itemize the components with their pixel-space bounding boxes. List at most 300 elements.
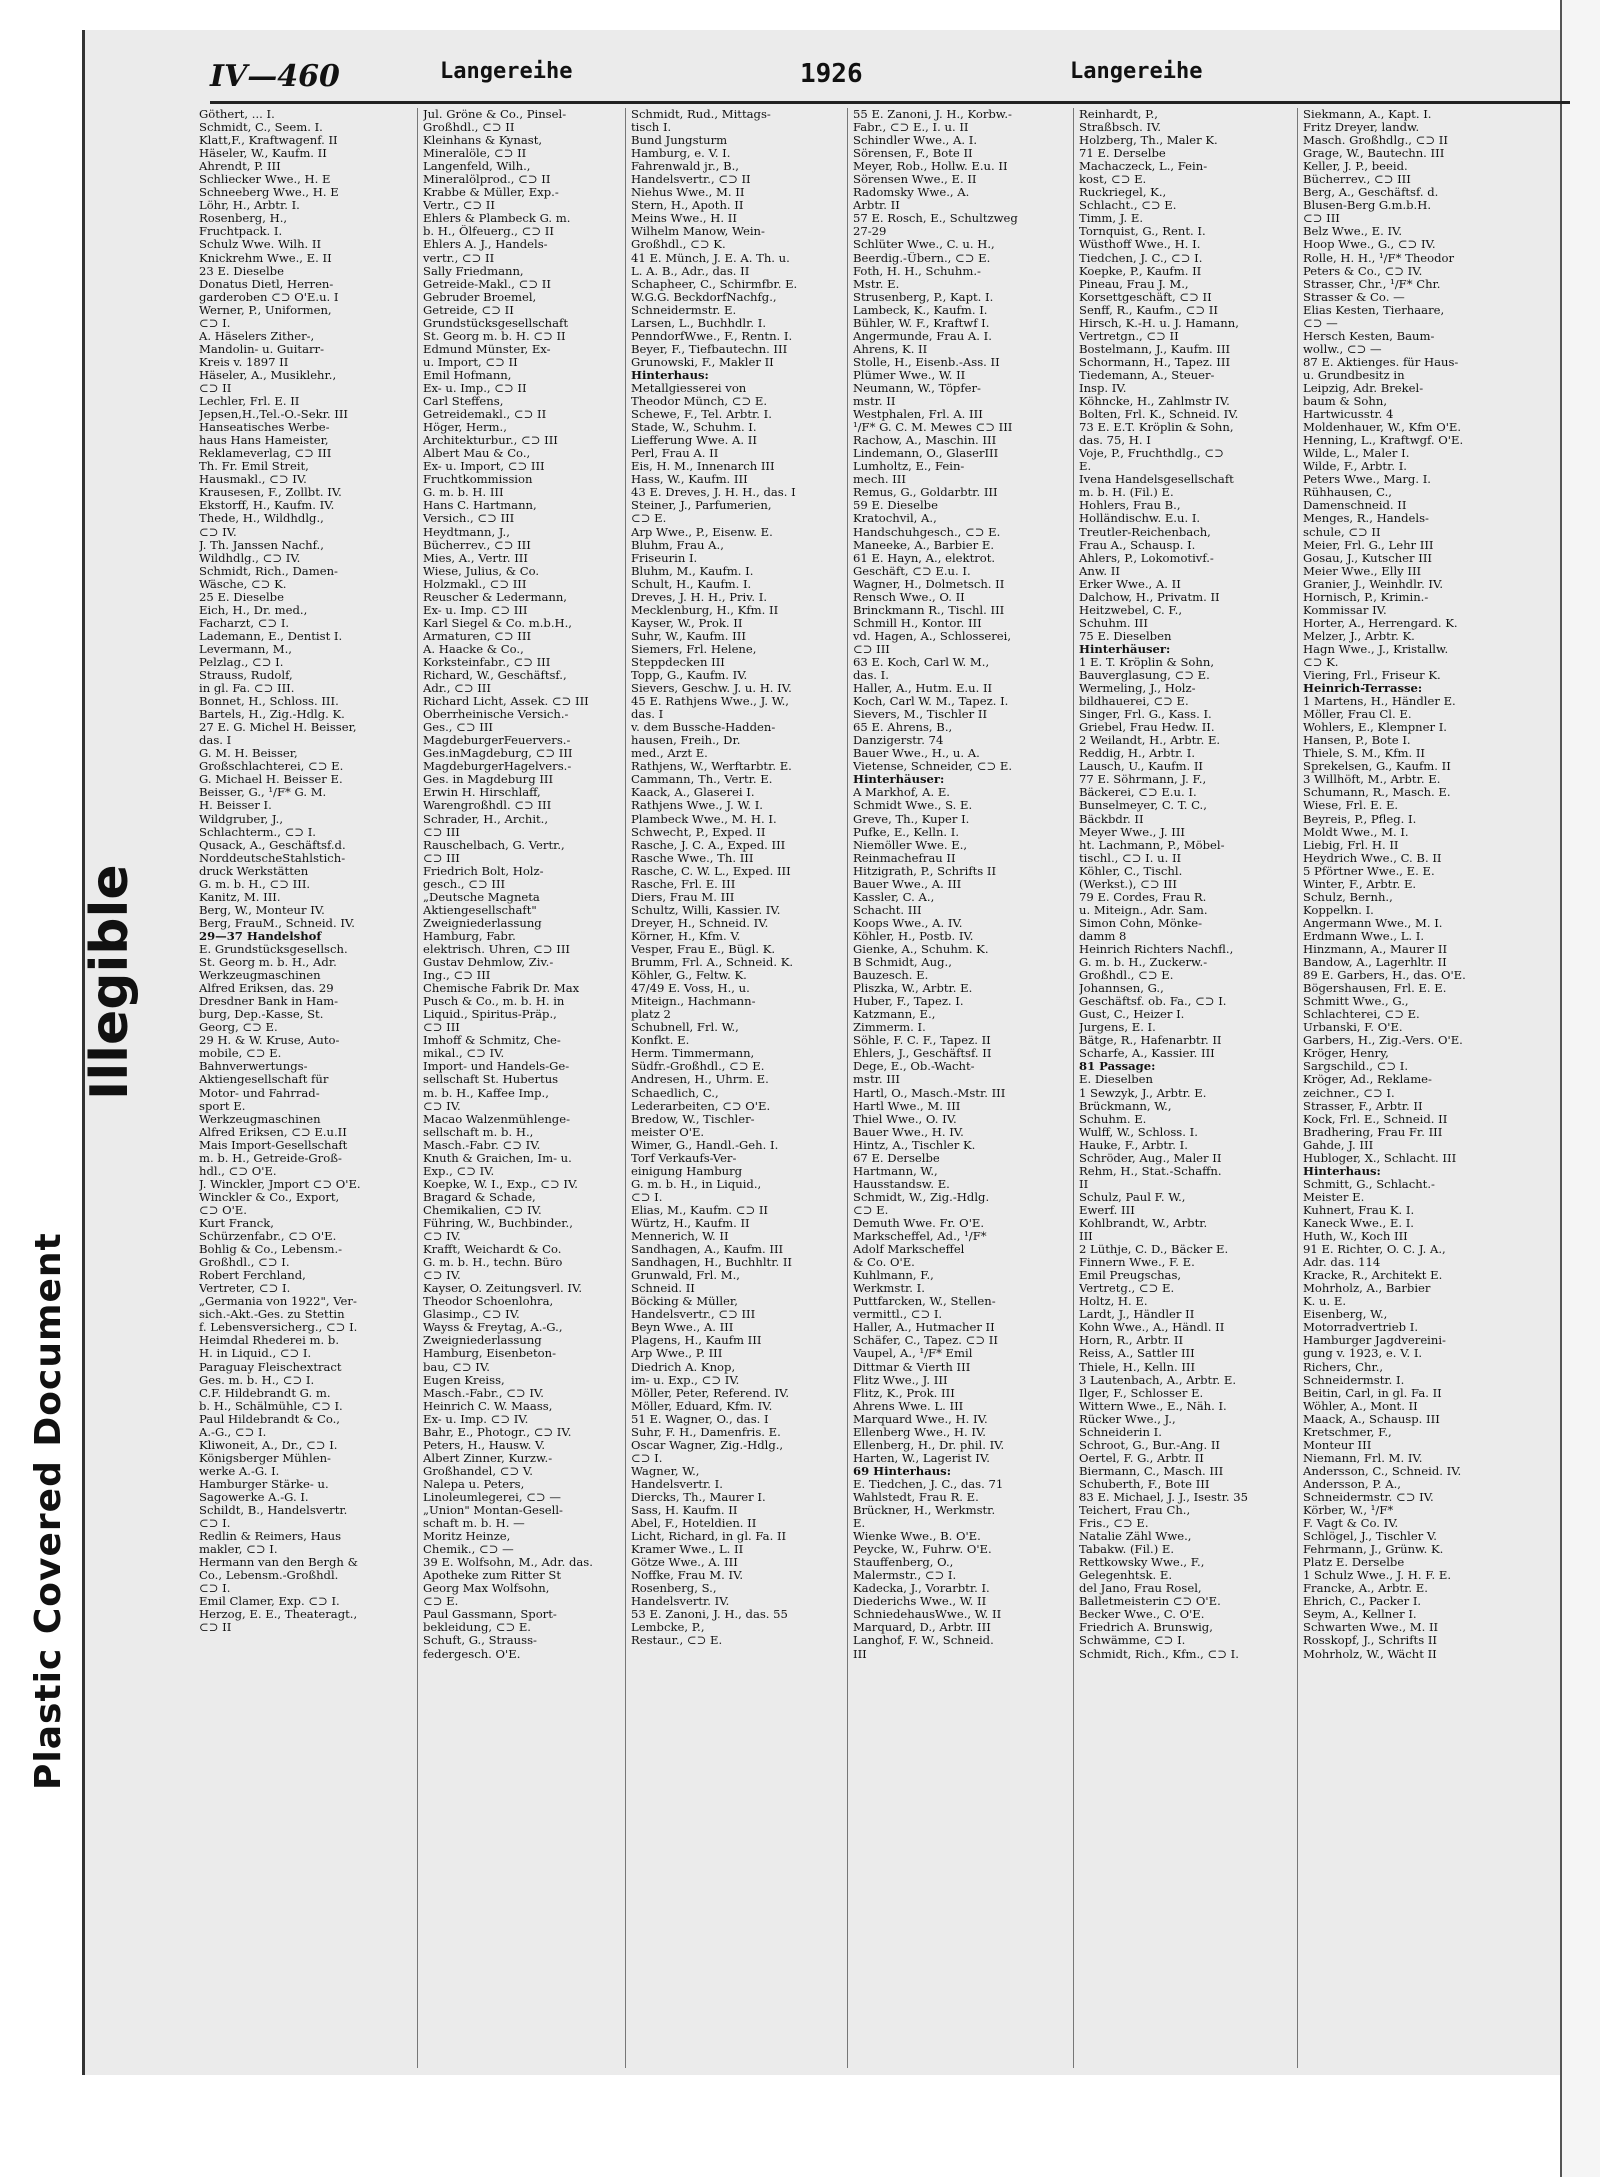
directory-entry: Ehlers, J., Geschäftsf. II bbox=[853, 1047, 992, 1061]
directory-entry: 77 E. Söhrmann, J. F., bbox=[1079, 773, 1207, 787]
directory-entry: Sievers, M., Tischler II bbox=[853, 708, 988, 722]
directory-entry: Meyer Wwe., J. III bbox=[1079, 825, 1185, 839]
directory-entry: Grage, W., Bautechn. III bbox=[1303, 147, 1445, 161]
directory-entry: Wöhler, A., Mont. II bbox=[1303, 1399, 1418, 1413]
directory-entry: Ellenberg Wwe., H. IV. bbox=[853, 1425, 986, 1439]
directory-entry: Großhdl., ⊂⊃ K. bbox=[631, 238, 726, 252]
directory-entry: u. Grundbesitz in bbox=[1303, 368, 1405, 382]
directory-entry: Schumann, R., Masch. E. bbox=[1303, 786, 1451, 800]
directory-entry: Ehlers A. J., Handels- bbox=[423, 238, 548, 252]
directory-columns bbox=[196, 108, 1568, 2068]
directory-entry: vd. Hagen, A., Schlosserei, bbox=[853, 629, 1012, 643]
directory-entry: Adr., ⊂⊃ III bbox=[423, 682, 491, 696]
directory-entry: Menges, R., Handels- bbox=[1303, 512, 1429, 526]
directory-entry: Böcking & Müller, bbox=[631, 1295, 738, 1309]
directory-entry: m. b. H., Kaffee Imp., bbox=[423, 1086, 549, 1100]
directory-entry: Göthert, ... I. bbox=[199, 108, 275, 121]
directory-entry: Fruchtpack. I. bbox=[199, 225, 283, 239]
directory-entry: Mais Import-Gesellschaft bbox=[199, 1138, 348, 1152]
directory-entry: Köhler, C., Tischl. bbox=[1079, 864, 1183, 878]
directory-entry: Platz E. Derselbe bbox=[1303, 1556, 1405, 1570]
directory-entry: Bäckbdr. II bbox=[1079, 812, 1144, 826]
directory-entry: 71 E. Derselbe bbox=[1079, 147, 1166, 161]
directory-entry: A Markhof, A. E. bbox=[853, 786, 950, 800]
directory-entry: Andersson, C., Schneid. IV. bbox=[1303, 1464, 1462, 1478]
directory-entry: Pufke, E., Kelln. I. bbox=[853, 825, 960, 839]
directory-entry: Arbtr. II bbox=[853, 199, 900, 213]
directory-entry: Hornisch, P., Krimin.- bbox=[1303, 590, 1429, 604]
directory-entry: Anw. II bbox=[1079, 564, 1120, 578]
directory-entry: Bragard & Schade, bbox=[423, 1190, 536, 1204]
directory-entry: Jepsen,H.,Tel.-O.-Sekr. III bbox=[199, 408, 349, 422]
directory-entry: G. m. b. H., techn. Büro bbox=[423, 1256, 563, 1270]
directory-entry: Rauschelbach, G. Vertr., bbox=[423, 838, 565, 852]
directory-entry: Grunwald, Frl. M., bbox=[631, 1269, 740, 1283]
directory-entry: Wagner, H., Dolmetsch. II bbox=[853, 577, 1005, 591]
directory-entry: Huth, W., Koch III bbox=[1303, 1230, 1408, 1244]
directory-entry: Ahrens Wwe. L. III bbox=[853, 1399, 964, 1413]
directory-entry: Insp. IV. bbox=[1079, 381, 1127, 395]
directory-entry: Schacht. III bbox=[853, 903, 922, 917]
directory-entry: Glasimp., ⊂⊃ IV. bbox=[423, 1308, 520, 1322]
directory-entry: 53 E. Zanoni, J. H., das. 55 bbox=[631, 1608, 788, 1622]
directory-entry: Schlüter Wwe., C. u. H., bbox=[853, 238, 995, 252]
directory-entry: Mstr. E. bbox=[853, 277, 900, 291]
directory-entry: ⊂⊃ I. bbox=[631, 1451, 663, 1465]
directory-entry: das. I. bbox=[853, 669, 889, 683]
directory-entry: Greve, Th., Kuper I. bbox=[853, 812, 970, 826]
directory-entry: Kröger, Henry, bbox=[1303, 1047, 1389, 1061]
directory-entry: ⊂⊃ E. bbox=[423, 1595, 459, 1609]
directory-entry: Moldenhauer, W., Kfm O'E. bbox=[1303, 421, 1462, 435]
directory-entry: Scharfe, A., Kassier. III bbox=[1079, 1047, 1215, 1061]
directory-entry: H. Beisser I. bbox=[199, 799, 272, 813]
directory-entry: Suhr, F. H., Damenfris. E. bbox=[631, 1425, 781, 1439]
directory-entry: Schäfer, C., Tapez. ⊂⊃ II bbox=[853, 1334, 998, 1348]
directory-entry: ⊂⊃ I. bbox=[631, 1190, 663, 1204]
directory-entry: Bahnverwertungs- bbox=[199, 1060, 308, 1074]
directory-entry: vertr., ⊂⊃ II bbox=[423, 251, 495, 265]
directory-entry: Getreidemakl., ⊂⊃ II bbox=[423, 408, 547, 422]
directory-entry: Aktiengesellschaft für bbox=[199, 1073, 329, 1087]
directory-entry: 27 E. G. Michel H. Beisser, bbox=[199, 721, 357, 735]
directory-entry: Blusen-Berg G.m.b.H. bbox=[1303, 199, 1432, 213]
directory-entry: Strasser, Chr., ¹/F* Chr. bbox=[1303, 277, 1441, 291]
directory-entry: Becker Wwe., C. O'E. bbox=[1079, 1608, 1205, 1622]
directory-entry: Ing., ⊂⊃ III bbox=[423, 969, 491, 983]
directory-entry: Meier, Frl. G., Lehr III bbox=[1303, 538, 1434, 552]
directory-entry: E. Dieselben bbox=[1079, 1073, 1153, 1087]
directory-entry: Schuhm. III bbox=[1079, 616, 1148, 630]
directory-entry: Straßbsch. IV. bbox=[1079, 121, 1162, 135]
directory-entry: Wayss & Freytag, A.-G., bbox=[423, 1321, 563, 1335]
directory-entry: Häseler, A., Musiklehr., bbox=[199, 368, 337, 382]
directory-entry: Schrader, H., Archit., bbox=[423, 812, 549, 826]
directory-entry: u. Miteign., Adr. Sam. bbox=[1079, 903, 1208, 917]
directory-entry: Reddig, H., Arbtr. I. bbox=[1079, 747, 1195, 761]
directory-entry: Ilger, F., Schlosser E. bbox=[1079, 1386, 1204, 1400]
directory-entry: Schulz Wwe. Wilh. II bbox=[199, 238, 322, 252]
directory-entry: m. b. H. (Fil.) E. bbox=[1079, 486, 1174, 500]
directory-entry: Chemische Fabrik Dr. Max bbox=[423, 982, 580, 996]
directory-entry: Hubloger, X., Schlacht. III bbox=[1303, 1151, 1457, 1165]
directory-entry: Hoop Wwe., G., ⊂⊃ IV. bbox=[1303, 238, 1436, 252]
directory-entry: Frau A., Schausp. I. bbox=[1079, 538, 1196, 552]
directory-entry: Meister E. bbox=[1303, 1190, 1365, 1204]
directory-entry: Hinterhaus: bbox=[631, 368, 709, 382]
directory-entry: Großhandel, ⊂⊃ V. bbox=[423, 1464, 533, 1478]
directory-entry: Richers, Chr., bbox=[1303, 1360, 1384, 1374]
directory-entry: Fahrenwald jr., B., bbox=[631, 160, 739, 174]
directory-entry: Südfr.-Großhdl., ⊂⊃ E. bbox=[631, 1060, 765, 1074]
directory-entry: ⊂⊃ I. bbox=[199, 1582, 231, 1596]
directory-entry: 87 E. Aktienges. für Haus- bbox=[1303, 355, 1459, 369]
directory-entry: Emil Clamer, Exp. ⊂⊃ I. bbox=[199, 1595, 340, 1609]
directory-entry: Niehus Wwe., M. II bbox=[631, 186, 745, 200]
directory-entry: Schuberth, F., Bote III bbox=[1079, 1477, 1210, 1491]
directory-entry: G. m. b. H. III bbox=[423, 486, 504, 500]
directory-entry: Zweigniederlassung bbox=[423, 1334, 542, 1348]
directory-entry: Schlacht., ⊂⊃ E. bbox=[1079, 199, 1177, 213]
directory-entry: Gosau, J., Kutscher III bbox=[1303, 551, 1433, 565]
directory-entry: Kratochvil, A., bbox=[853, 512, 937, 526]
directory-entry: Georg Max Wolfsohn, bbox=[423, 1582, 550, 1596]
directory-entry: Flitz, K., Prok. III bbox=[853, 1386, 955, 1400]
directory-entry: Fabr., ⊂⊃ E., I. u. II bbox=[853, 121, 969, 135]
directory-entry: Co., Lebensm.-Großhdl. bbox=[199, 1569, 339, 1583]
directory-entry: Seym, A., Kellner I. bbox=[1303, 1608, 1417, 1622]
directory-entry: Belz Wwe., E. IV. bbox=[1303, 225, 1403, 239]
directory-entry: Sievers, Geschw. J. u. H. IV. bbox=[631, 682, 792, 696]
directory-entry: Theodor Münch, ⊂⊃ E. bbox=[631, 395, 768, 409]
directory-entry: Licht, Richard, in gl. Fa. II bbox=[631, 1530, 787, 1544]
directory-entry: 61 E. Hayn, A., elektrot. bbox=[853, 551, 996, 565]
directory-entry: elektrisch. Uhren, ⊂⊃ III bbox=[423, 943, 570, 956]
directory-entry: Schormann, H., Tapez. III bbox=[1079, 355, 1231, 369]
year-title: 1926 bbox=[800, 59, 863, 89]
page-number: IV—460 bbox=[210, 59, 340, 94]
directory-entry: Gienke, A., Schuhm. K. bbox=[853, 943, 989, 956]
directory-entry: ⊂⊃ III bbox=[423, 851, 460, 865]
directory-entry: Schubnell, Frl. W., bbox=[631, 1021, 739, 1035]
directory-entry: Hartl Wwe., M. III bbox=[853, 1099, 961, 1113]
directory-entry: Monteur III bbox=[1303, 1438, 1372, 1452]
directory-entry: Biermann, C., Masch. III bbox=[1079, 1464, 1224, 1478]
directory-entry: Markscheffel, Ad., ¹/F* bbox=[853, 1230, 987, 1244]
directory-entry: 45 E. Rathjens Wwe., J. W., bbox=[631, 695, 789, 709]
directory-entry: Schulz, Paul F. W., bbox=[1079, 1190, 1186, 1204]
directory-entry: Henning, L., Kraftwgf. O'E. bbox=[1303, 434, 1464, 448]
directory-entry: Vesper, Frau E., Bügl. K. bbox=[631, 943, 776, 956]
directory-entry: Ivena Handelsgesellschaft bbox=[1079, 473, 1234, 487]
directory-entry: ⊂⊃ I. bbox=[199, 1517, 231, 1531]
directory-entry: Plambeck Wwe., M. H. I. bbox=[631, 812, 777, 826]
directory-entry: Beerdig.-Übern., ⊂⊃ E. bbox=[853, 251, 991, 265]
directory-entry: Bunselmeyer, C. T. C., bbox=[1079, 799, 1207, 813]
directory-entry: ⊂⊃ IV. bbox=[423, 1099, 461, 1113]
directory-entry: Chemikalien, ⊂⊃ IV. bbox=[423, 1203, 542, 1217]
directory-entry: Marquard, D., Arbtr. III bbox=[853, 1621, 991, 1635]
directory-entry: damm 8 bbox=[1079, 929, 1127, 943]
directory-entry: Führing, W., Buchbinder., bbox=[423, 1216, 573, 1230]
directory-entry: Liquid., Spiritus-Präp., bbox=[423, 1008, 557, 1022]
directory-entry: Moldt Wwe., M. I. bbox=[1303, 825, 1409, 839]
directory-entry: Gelegenhtsk. E. bbox=[1079, 1569, 1173, 1583]
directory-entry: Arp Wwe., P. III bbox=[631, 1347, 723, 1361]
directory-entry: 83 E. Michael, J. J., Isestr. 35 bbox=[1079, 1490, 1248, 1504]
directory-entry: Schmitt, G., Schlacht.- bbox=[1303, 1177, 1435, 1191]
directory-entry: Friedrich A. Brunswig, bbox=[1079, 1621, 1213, 1635]
directory-entry: Rosenberg, H., bbox=[199, 212, 288, 226]
directory-entry: Singer, Frl. G., Kass. I. bbox=[1079, 708, 1212, 722]
directory-entry: Marquard Wwe., H. IV. bbox=[853, 1412, 988, 1426]
directory-entry: Thiel Wwe., O. IV. bbox=[853, 1112, 957, 1126]
directory-entry: Kramer Wwe., L. II bbox=[631, 1543, 744, 1557]
directory-entry: Reinhardt, P., bbox=[1079, 108, 1158, 121]
directory-entry: E. Tiedchen, J. C., das. 71 bbox=[853, 1477, 1004, 1491]
directory-entry: Hartl, O., Masch.-Mstr. III bbox=[853, 1086, 1006, 1100]
directory-entry: Beitin, Carl, in gl. Fa. II bbox=[1303, 1386, 1442, 1400]
directory-entry: 3 Lautenbach, A., Arbtr. E. bbox=[1079, 1373, 1237, 1387]
directory-entry: gesch., ⊂⊃ III bbox=[423, 877, 506, 891]
directory-entry: 69 Hinterhaus: bbox=[853, 1464, 951, 1478]
directory-entry: Angermann Wwe., M. I. bbox=[1303, 916, 1443, 930]
directory-entry: Schult, H., Kaufm. I. bbox=[631, 577, 752, 591]
directory-entry: 75 E. Dieselben bbox=[1079, 629, 1172, 643]
directory-entry: Bluhm, Frau A., bbox=[631, 538, 724, 552]
directory-entry: & Co. O'E. bbox=[853, 1256, 915, 1270]
directory-entry: „Union" Montan-Gesell- bbox=[423, 1504, 563, 1518]
directory-entry: Redlin & Reimers, Haus bbox=[199, 1530, 342, 1544]
directory-entry: Ellenberg, H., Dr. phil. IV. bbox=[853, 1438, 1005, 1452]
directory-entry: B Schmidt, Aug., bbox=[853, 956, 952, 970]
directory-entry: Schlachterei, ⊂⊃ E. bbox=[1303, 1008, 1420, 1022]
directory-entry: Koops Wwe., A. IV. bbox=[853, 916, 963, 930]
directory-entry: Sally Friedmann, bbox=[423, 264, 524, 278]
directory-entry: Wohlers, E., Klempner I. bbox=[1303, 721, 1447, 735]
directory-entry: Danzigerstr. 74 bbox=[853, 734, 944, 748]
directory-entry: Hamburger Jagdvereini- bbox=[1303, 1334, 1446, 1348]
directory-entry: Schwämme, ⊂⊃ I. bbox=[1079, 1634, 1186, 1648]
directory-entry: Bögershausen, Frl. E. E. bbox=[1303, 982, 1447, 996]
directory-entry: federgesch. O'E. bbox=[423, 1647, 521, 1661]
directory-entry: G. Michael H. Beisser E. bbox=[199, 773, 343, 787]
directory-entry: Ex- u. Imp. ⊂⊃ IV. bbox=[423, 1412, 529, 1426]
directory-column-1 bbox=[196, 108, 418, 2068]
directory-entry: Macao Walzenmühlenge- bbox=[423, 1112, 570, 1126]
directory-entry: Wiese, Frl. E. E. bbox=[1303, 799, 1399, 813]
directory-entry: Hansen, P., Bote I. bbox=[1303, 734, 1411, 748]
directory-entry: Damenschneid. II bbox=[1303, 499, 1407, 513]
directory-entry: Diers, Frau M. III bbox=[631, 890, 735, 904]
directory-entry: Handschuhgesch., ⊂⊃ E. bbox=[853, 525, 1001, 539]
directory-entry: Langenfeld, Wilh., bbox=[423, 160, 531, 174]
directory-entry: Kommissar IV. bbox=[1303, 603, 1387, 617]
directory-entry: Tabakw. (Fil.) E. bbox=[1079, 1543, 1175, 1557]
directory-entry: Herm. Timmermann, bbox=[631, 1047, 755, 1061]
directory-entry: ⊂⊃ O'E. bbox=[199, 1203, 247, 1217]
directory-entry: Kassler, C. A., bbox=[853, 890, 935, 904]
directory-entry: ⊂⊃ IV. bbox=[423, 1269, 461, 1283]
directory-entry: Grunowski, F., Makler II bbox=[631, 355, 774, 369]
directory-entry: Hinterhäuser: bbox=[853, 773, 945, 787]
directory-entry: Ehlers & Plambeck G. m. bbox=[423, 212, 571, 226]
directory-entry: Heydrich Wwe., C. B. II bbox=[1303, 851, 1442, 865]
directory-entry: Getreide-Makl., ⊂⊃ II bbox=[423, 277, 551, 291]
directory-entry: sport E. bbox=[199, 1099, 246, 1113]
directory-entry: Sargschild., ⊂⊃ I. bbox=[1303, 1060, 1409, 1074]
directory-entry: Andersson, P. A., bbox=[1303, 1477, 1401, 1491]
directory-entry: Sass, H. Kaufm. II bbox=[631, 1504, 738, 1518]
directory-entry: ⊂⊃ IV. bbox=[423, 1230, 461, 1244]
directory-entry: Restaur., ⊂⊃ E. bbox=[631, 1634, 723, 1648]
directory-entry: Elias, M., Kaufm. ⊂⊃ II bbox=[631, 1203, 769, 1217]
directory-entry: Fehrmann, J., Grünw. K. bbox=[1303, 1543, 1444, 1557]
directory-entry: G. m. b. H., ⊂⊃ III. bbox=[199, 877, 311, 891]
directory-entry: Vertretgn., ⊂⊃ II bbox=[1079, 329, 1179, 343]
directory-entry: b. H., Ölfeuerg., ⊂⊃ II bbox=[423, 225, 554, 239]
directory-entry: Kock, Frl. E., Schneid. II bbox=[1303, 1112, 1448, 1126]
directory-entry: in gl. Fa. ⊂⊃ III. bbox=[199, 682, 295, 696]
directory-entry: Peters, H., Hausw. V. bbox=[423, 1438, 546, 1452]
directory-entry: platz 2 bbox=[631, 1008, 671, 1022]
directory-entry: Grundstücksgesellschaft bbox=[423, 316, 568, 330]
directory-entry: Möller, Frau Cl. E. bbox=[1303, 708, 1412, 722]
directory-entry: Krausesen, F., Zollbt. IV. bbox=[199, 486, 342, 500]
directory-entry: Georg, ⊂⊃ E. bbox=[199, 1021, 278, 1035]
directory-entry: Strusenberg, P., Kapt. I. bbox=[853, 290, 994, 304]
directory-entry: Handelsvertr., ⊂⊃ III bbox=[631, 1308, 756, 1322]
directory-entry: Kaneck Wwe., E. I. bbox=[1303, 1216, 1414, 1230]
directory-entry: Geschäftsf. ob. Fa., ⊂⊃ I. bbox=[1079, 995, 1227, 1009]
directory-entry: Gustav Dehmlow, Ziv.- bbox=[423, 956, 554, 970]
directory-entry: Schaedlich, C., bbox=[631, 1086, 719, 1100]
directory-entry: Hohlers, Frau B., bbox=[1079, 499, 1181, 513]
directory-entry: St. Georg m. b. H., Adr. bbox=[199, 956, 337, 970]
directory-entry: Wüsthoff Wwe., H. I. bbox=[1079, 238, 1201, 252]
directory-entry: Löhr, H., Arbtr. I. bbox=[199, 199, 300, 213]
directory-entry: Niemann, Frl. M. IV. bbox=[1303, 1451, 1423, 1465]
directory-entry: Zimmerm. I. bbox=[853, 1021, 926, 1035]
directory-entry: Bauer Wwe., A. III bbox=[853, 877, 962, 891]
directory-entry: Oscar Wagner, Zig.-Hdlg., bbox=[631, 1438, 784, 1452]
directory-entry: Facharzt, ⊂⊃ I. bbox=[199, 616, 290, 630]
directory-entry: Kuhnert, Frau K. I. bbox=[1303, 1203, 1415, 1217]
directory-entry: Körber, W., ¹/F* bbox=[1303, 1504, 1394, 1518]
directory-entry: Friseurin I. bbox=[631, 551, 698, 565]
directory-entry: Schmill H., Kontor. III bbox=[853, 616, 982, 630]
directory-entry: sich.-Akt.-Ges. zu Stettin bbox=[199, 1308, 345, 1322]
directory-entry: MagdeburgerFeuervers.- bbox=[423, 734, 571, 748]
directory-entry: Schuft, G., Strauss- bbox=[423, 1634, 537, 1648]
directory-entry: im- u. Exp., ⊂⊃ IV. bbox=[631, 1373, 740, 1387]
directory-entry: Schildt, B., Handelsvertr. bbox=[199, 1504, 348, 1518]
directory-entry: Schmidt, Rich., Kfm., ⊂⊃ I. bbox=[1079, 1647, 1239, 1661]
directory-entry: Niemöller Wwe. E., bbox=[853, 838, 968, 852]
directory-entry: Qusack, A., Geschäftsf.d. bbox=[199, 838, 346, 852]
directory-column-2 bbox=[420, 108, 626, 2068]
directory-entry: Geschäft, ⊂⊃ E.u. I. bbox=[853, 564, 971, 578]
directory-entry: meister O'E. bbox=[631, 1125, 705, 1139]
directory-entry: Schmidt, W., Zig.-Hdlg. bbox=[853, 1190, 990, 1204]
directory-entry: Karl Siegel & Co. m.b.H., bbox=[423, 616, 572, 630]
directory-entry: Köhler, G., Feltw. K. bbox=[631, 969, 747, 983]
directory-entry: Tiedchen, J. C., ⊂⊃ I. bbox=[1079, 251, 1203, 265]
directory-entry: vermittl., ⊂⊃ I. bbox=[853, 1308, 943, 1322]
directory-entry: Pusch & Co., m. b. H. in bbox=[423, 995, 565, 1009]
directory-entry: Knickrehm Wwe., E. II bbox=[199, 251, 332, 265]
directory-entry: A. Häselers Zither-, bbox=[199, 329, 315, 343]
directory-entry: J. Th. Janssen Nachf., bbox=[199, 538, 324, 552]
directory-entry: Nalepa u. Peters, bbox=[423, 1477, 525, 1491]
directory-entry: (Werkst.), ⊂⊃ III bbox=[1079, 877, 1177, 891]
directory-entry: Konfkt. E. bbox=[631, 1034, 690, 1048]
directory-entry: Zweigniederlassung bbox=[423, 916, 542, 930]
directory-entry: C.F. Hildebrandt G. m. bbox=[199, 1386, 331, 1400]
directory-entry: Beyer, F., Tiefbautechn. III bbox=[631, 342, 788, 356]
directory-entry: Hinzmann, A., Maurer II bbox=[1303, 943, 1448, 956]
page-header bbox=[210, 55, 1570, 104]
directory-entry: Noffke, Frau M. IV. bbox=[631, 1569, 744, 1583]
directory-entry: H. in Liquid., ⊂⊃ I. bbox=[199, 1347, 312, 1361]
street-title-right: Langereihe bbox=[1070, 59, 1203, 84]
directory-entry: u. Import, ⊂⊃ II bbox=[423, 355, 518, 369]
directory-entry: Fritz Dreyer, landw. bbox=[1303, 121, 1420, 135]
directory-entry: Gahde, J. III bbox=[1303, 1138, 1374, 1152]
directory-entry: Granier, J., Weinhdlr. IV. bbox=[1303, 577, 1444, 591]
directory-entry: Versich., ⊂⊃ III bbox=[423, 512, 515, 526]
directory-entry: 1 Sewzyk, J., Arbtr. E. bbox=[1079, 1086, 1207, 1100]
directory-entry: Thiele, H., Kelln. III bbox=[1079, 1360, 1196, 1374]
directory-entry: b. H., Schälmühle, ⊂⊃ I. bbox=[199, 1399, 343, 1413]
directory-entry: Kohlbrandt, W., Arbtr. bbox=[1079, 1216, 1208, 1230]
directory-entry: Ekstorff, H., Kaufm. IV. bbox=[199, 499, 335, 513]
directory-entry: Lembcke, P., bbox=[631, 1621, 705, 1635]
directory-entry: Berg, A., Geschäftsf. d. bbox=[1303, 186, 1439, 200]
directory-entry: Fris., ⊂⊃ E. bbox=[1079, 1517, 1149, 1531]
directory-entry: Viering, Frl., Friseur K. bbox=[1303, 669, 1441, 683]
directory-entry: Lumholtz, E., Fein- bbox=[853, 460, 965, 474]
directory-entry: Korksteinfabr., ⊂⊃ III bbox=[423, 655, 551, 669]
directory-entry: Mineralöle, ⊂⊃ II bbox=[423, 147, 527, 161]
directory-entry: Eugen Kreiss, bbox=[423, 1373, 505, 1387]
directory-entry: Mennerich, W. II bbox=[631, 1230, 729, 1244]
directory-entry: Alfred Eriksen, ⊂⊃ E.u.II bbox=[199, 1125, 347, 1139]
directory-entry: Meins Wwe., H. II bbox=[631, 212, 737, 226]
directory-entry: Masch.-Fabr. ⊂⊃ IV. bbox=[423, 1138, 541, 1152]
directory-entry: Heitzwebel, C. F., bbox=[1079, 603, 1183, 617]
directory-entry: Albert Zinner, Kurzw.- bbox=[423, 1451, 553, 1465]
directory-entry: Beisser, G., ¹/F* G. M. bbox=[199, 786, 327, 800]
directory-entry: Friedrich Bolt, Holz- bbox=[423, 864, 544, 878]
directory-entry: hausen, Freih., Dr. bbox=[631, 734, 741, 748]
directory-entry: Aktiengesellschaft" bbox=[423, 903, 537, 917]
directory-entry: Simon Cohn, Mönke- bbox=[1079, 916, 1203, 930]
directory-entry: F. Vagt & Co. IV. bbox=[1303, 1517, 1399, 1531]
directory-entry: Schneiderin I. bbox=[1079, 1425, 1162, 1439]
directory-entry: Brückner, H., Werkmstr. bbox=[853, 1504, 996, 1518]
directory-entry: Steppdecken III bbox=[631, 655, 725, 669]
directory-entry: 1 Schulz Wwe., J. H. F. E. bbox=[1303, 1569, 1452, 1583]
directory-entry: Mies, A., Vertr. III bbox=[423, 551, 528, 565]
directory-entry: Schmidt, Rud., Mittags- bbox=[631, 108, 771, 121]
directory-entry: Adr. das. 114 bbox=[1303, 1256, 1381, 1270]
directory-entry: Sandhagen, H., Buchhltr. II bbox=[631, 1256, 792, 1270]
directory-entry: Berg, W., Monteur IV. bbox=[199, 903, 325, 917]
directory-entry: 55 E. Zanoni, J. H., Korbw.- bbox=[853, 108, 1012, 121]
directory-column-3 bbox=[628, 108, 848, 2068]
directory-entry: einigung Hamburg bbox=[631, 1164, 743, 1178]
